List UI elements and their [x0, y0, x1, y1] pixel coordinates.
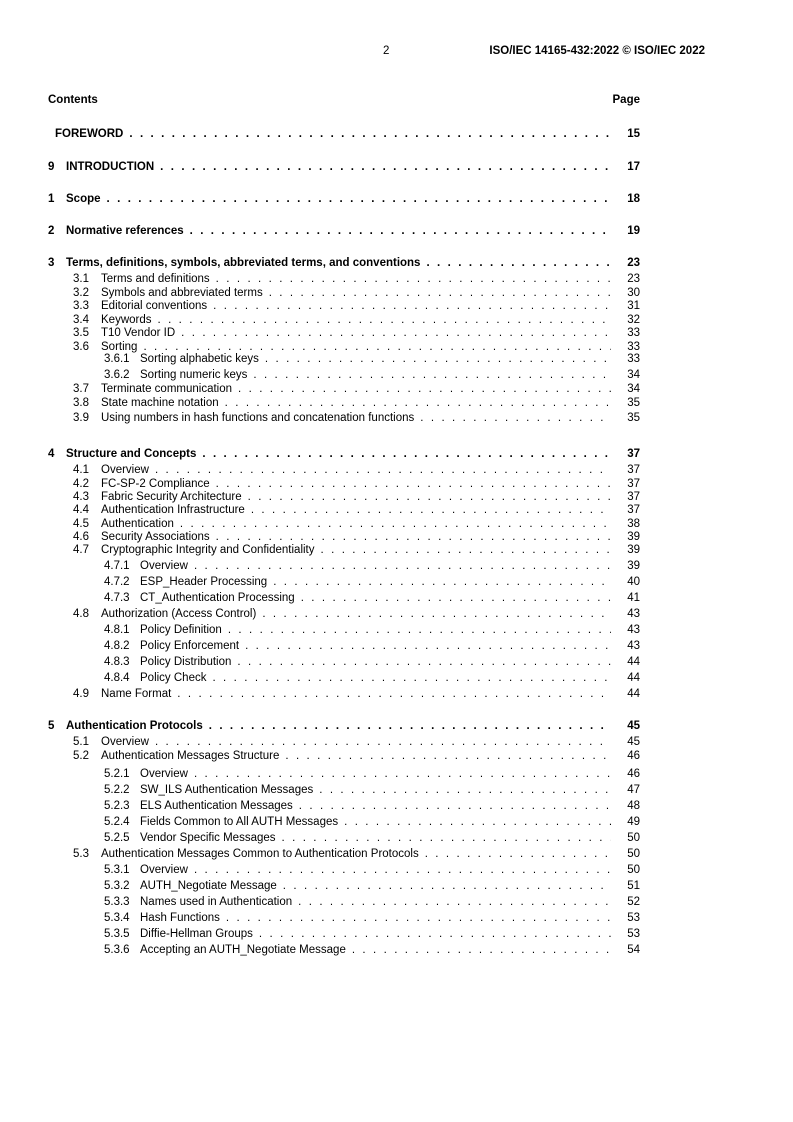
toc-entry-number: 4.5: [73, 518, 89, 530]
toc-entry-leader: [101, 490, 611, 504]
toc-entry-leader: [101, 607, 611, 621]
toc-entry-subclause[interactable]: [0, 368, 640, 382]
toc-entry-page: 54: [627, 944, 640, 956]
toc-entry-page: 51: [627, 880, 640, 892]
toc-entry-page: 39: [627, 544, 640, 556]
toc-entry-page: 37: [627, 464, 640, 476]
toc-entry-page: 45: [627, 720, 640, 732]
toc-entry-subclause[interactable]: [0, 591, 640, 605]
toc-entry-page: 53: [627, 928, 640, 940]
toc-entry-page: 34: [627, 369, 640, 381]
toc-entry-title: CT_Authentication Processing: [140, 592, 295, 604]
toc-entry-leader: [101, 313, 611, 327]
toc-entry-leader: [66, 256, 611, 270]
toc-entry-page: 35: [627, 412, 640, 424]
toc-entry-subclause[interactable]: [0, 815, 640, 829]
toc-entry-title: Overview: [140, 768, 188, 780]
toc-entry-leader: [101, 477, 611, 491]
toc-entry-page: 23: [627, 273, 640, 285]
toc-entry-subclause[interactable]: [0, 879, 640, 893]
dot-leader: [216, 272, 611, 286]
toc-entry-number: 4.1: [73, 464, 89, 476]
toc-entry-leader: [140, 895, 611, 909]
toc-entry-subclause[interactable]: [0, 799, 640, 813]
toc-entry-clause[interactable]: [0, 192, 640, 206]
dot-leader: [352, 943, 611, 957]
toc-entry-title: Fields Common to All AUTH Messages: [140, 816, 339, 828]
toc-entry-page: 44: [627, 672, 640, 684]
toc-entry-page: 49: [627, 816, 640, 828]
toc-entry-subclause[interactable]: [0, 543, 640, 557]
toc-entry-page: 23: [627, 257, 640, 269]
dot-leader: [248, 490, 611, 504]
toc-entry-number: 4.8.2: [104, 640, 130, 652]
toc-entry-subclause[interactable]: [0, 575, 640, 589]
dot-leader: [190, 224, 611, 238]
toc-entry-title: Name Format: [101, 688, 172, 700]
toc-entry-page: 43: [627, 608, 640, 620]
dot-leader: [177, 687, 611, 701]
toc-entry-page: 35: [627, 397, 640, 409]
dot-leader: [228, 623, 611, 637]
toc-entry-title: Terminate communication: [101, 383, 233, 395]
toc-entry-title: Cryptographic Integrity and Confidentiality: [101, 544, 315, 556]
toc-entry-page: 18: [627, 193, 640, 205]
toc-entry-title: Editorial conventions: [101, 300, 208, 312]
dot-leader: [238, 382, 611, 396]
toc-entry-leader: [101, 326, 611, 340]
toc-entry-leader: [101, 530, 611, 544]
toc-entry-number: 4.7: [73, 544, 89, 556]
toc-entry-leader: [66, 192, 611, 206]
toc-entry-number: 5.2.3: [104, 800, 130, 812]
toc-entry-number: 5.3.2: [104, 880, 130, 892]
dot-leader: [160, 160, 611, 174]
toc-entry-number: 5.2: [73, 750, 89, 762]
toc-entry-page: 50: [627, 848, 640, 860]
toc-entry-number: 5.2.4: [104, 816, 130, 828]
toc-entry-page: 44: [627, 656, 640, 668]
toc-entry-subclause[interactable]: [0, 490, 640, 504]
dot-leader: [202, 447, 611, 461]
toc-entry-number: 4: [48, 448, 55, 460]
toc-entry-number: 5.3.3: [104, 896, 130, 908]
toc-entry-title: Policy Definition: [140, 624, 222, 636]
toc-entry-page: 30: [627, 287, 640, 299]
toc-entry-subclause[interactable]: [0, 530, 640, 544]
toc-entry-title: Policy Enforcement: [140, 640, 240, 652]
toc-entry-number: 3: [48, 257, 55, 269]
toc-entry-subclause[interactable]: [0, 943, 640, 957]
toc-entry-page: 39: [627, 531, 640, 543]
toc-entry-number: 3.1: [73, 273, 89, 285]
toc-entry-page: 48: [627, 800, 640, 812]
dot-leader: [285, 749, 611, 763]
toc-entry-leader: [140, 831, 611, 845]
toc-entry-leader: [101, 382, 611, 396]
dot-leader: [155, 463, 611, 477]
toc-entry-leader: [101, 517, 611, 531]
dot-leader: [181, 326, 611, 340]
dot-leader: [245, 639, 611, 653]
toc-entry-clause[interactable]: [0, 256, 640, 270]
toc-entry-title: Authentication Messages Structure: [101, 750, 280, 762]
dot-leader: [282, 831, 611, 845]
toc-entry-leader: [140, 559, 611, 573]
toc-entry-number: 3.7: [73, 383, 89, 395]
dot-leader: [225, 396, 611, 410]
toc-entry-number: 5.1: [73, 736, 89, 748]
toc-entry-title: Diffie-Hellman Groups: [140, 928, 253, 940]
toc-entry-subclause[interactable]: [0, 607, 640, 621]
toc-entry-title: Overview: [140, 560, 188, 572]
toc-entry-number: 4.7.1: [104, 560, 130, 572]
toc-entry-page: 38: [627, 518, 640, 530]
toc-entry-title: Terms and definitions: [101, 273, 210, 285]
toc-entry-subclause[interactable]: [0, 286, 640, 300]
toc-entry-title: Sorting alphabetic keys: [140, 353, 259, 365]
toc-entry-leader: [101, 463, 611, 477]
toc-entry-page: 53: [627, 912, 640, 924]
toc-entry-page: 19: [627, 225, 640, 237]
toc-entry-leader: [140, 591, 611, 605]
toc-entry-title: ELS Authentication Messages: [140, 800, 293, 812]
toc-entry-leader: [140, 927, 611, 941]
toc-entry-leader: [140, 575, 611, 589]
toc-entry-number: 4.9: [73, 688, 89, 700]
toc-entry-title: Authentication Protocols: [66, 720, 203, 732]
toc-entry-subclause[interactable]: [0, 655, 640, 669]
toc-entry-subclause[interactable]: [0, 272, 640, 286]
dot-leader: [269, 286, 611, 300]
toc-entry-leader: [66, 224, 611, 238]
toc-entry-title: T10 Vendor ID: [101, 327, 176, 339]
toc-entry-page: 43: [627, 640, 640, 652]
dot-leader: [209, 719, 611, 733]
toc-entry-title: Scope: [66, 193, 101, 205]
dot-leader: [237, 655, 611, 669]
dot-leader: [420, 411, 611, 425]
toc-entry-subclause[interactable]: [0, 749, 640, 763]
toc-entry-title: INTRODUCTION: [66, 161, 155, 173]
toc-entry-subclause[interactable]: [0, 687, 640, 701]
toc-entry-title: Keywords: [101, 314, 152, 326]
toc-entry-title: Authorization (Access Control): [101, 608, 257, 620]
toc-entry-leader: [140, 352, 611, 366]
toc-entry-leader: [140, 943, 611, 957]
toc-entry-page: 39: [627, 560, 640, 572]
toc-entry-clause[interactable]: [0, 127, 640, 141]
toc-entry-leader: [101, 735, 611, 749]
toc-entry-leader: [140, 368, 611, 382]
toc-entry-number: 9: [48, 161, 55, 173]
toc-entry-page: 33: [627, 353, 640, 365]
toc-entry-leader: [101, 272, 611, 286]
toc-entry-number: 4.3: [73, 491, 89, 503]
dot-leader: [107, 192, 611, 206]
toc-entry-number: 5.2.2: [104, 784, 130, 796]
toc-entry-number: 4.4: [73, 504, 89, 516]
toc-entry-number: 3.6.1: [104, 353, 130, 365]
toc-entry-subclause[interactable]: [0, 503, 640, 517]
toc-entry-title: Sorting: [101, 341, 138, 353]
toc-entry-title: Authentication Messages Common to Authentication Protocols: [101, 848, 419, 860]
toc-entry-number: 2: [48, 225, 55, 237]
toc-entry-title: SW_ILS Authentication Messages: [140, 784, 314, 796]
toc-entry-title: Normative references: [66, 225, 184, 237]
toc-entry-title: Security Associations: [101, 531, 210, 543]
dot-leader: [226, 911, 611, 925]
toc-entry-title: Hash Functions: [140, 912, 220, 924]
contents-title: Contents: [48, 94, 98, 106]
toc-entry-title: Fabric Security Architecture: [101, 491, 242, 503]
toc-entry-clause[interactable]: [0, 224, 640, 238]
toc-entry-subclause[interactable]: [0, 863, 640, 877]
toc-entry-number: 4.6: [73, 531, 89, 543]
toc-entry-leader: [140, 623, 611, 637]
toc-entry-title: FOREWORD: [55, 128, 124, 140]
dot-leader: [319, 783, 611, 797]
toc-entry-subclause[interactable]: [0, 352, 640, 366]
toc-entry-page: 44: [627, 688, 640, 700]
toc-entry-leader: [140, 783, 611, 797]
dot-leader: [301, 591, 611, 605]
dot-leader: [158, 313, 612, 327]
toc-entry-title: Sorting numeric keys: [140, 369, 248, 381]
dot-leader: [194, 863, 611, 877]
toc-entry-title: Structure and Concepts: [66, 448, 197, 460]
toc-entry-title: Using numbers in hash functions and concatenation functions: [101, 412, 415, 424]
toc-entry-subclause[interactable]: [0, 623, 640, 637]
toc-entry-subclause[interactable]: [0, 326, 640, 340]
dot-leader: [262, 607, 611, 621]
toc-entry-leader: [140, 879, 611, 893]
toc-entry-title: Vendor Specific Messages: [140, 832, 276, 844]
toc-entry-subclause[interactable]: [0, 735, 640, 749]
toc-entry-title: Authentication Infrastructure: [101, 504, 245, 516]
toc-entry-title: FC-SP-2 Compliance: [101, 478, 210, 490]
toc-entry-number: 3.3: [73, 300, 89, 312]
toc-entry-page: 40: [627, 576, 640, 588]
toc-entry-page: 37: [627, 504, 640, 516]
toc-entry-subclause[interactable]: [0, 847, 640, 861]
toc-entry-subclause[interactable]: [0, 313, 640, 327]
toc-entry-clause[interactable]: [0, 719, 640, 733]
toc-entry-subclause[interactable]: [0, 299, 640, 313]
toc-entry-page: 15: [627, 128, 640, 140]
toc-entry-title: AUTH_Negotiate Message: [140, 880, 277, 892]
toc-entry-page: 43: [627, 624, 640, 636]
toc-entry-title: Symbols and abbreviated terms: [101, 287, 263, 299]
toc-entry-title: Overview: [101, 464, 149, 476]
toc-entry-leader: [101, 503, 611, 517]
toc-entry-number: 4.8.3: [104, 656, 130, 668]
toc-entry-title: State machine notation: [101, 397, 219, 409]
dot-leader: [212, 671, 611, 685]
dot-leader: [283, 879, 611, 893]
toc-entry-number: 3.6.2: [104, 369, 130, 381]
toc-entry-title: Overview: [101, 736, 149, 748]
toc-entry-leader: [66, 447, 611, 461]
toc-entry-page: 50: [627, 864, 640, 876]
toc-entry-subclause[interactable]: [0, 382, 640, 396]
toc-entry-leader: [140, 911, 611, 925]
toc-entry-leader: [55, 127, 611, 141]
toc-entry-subclause[interactable]: [0, 517, 640, 531]
toc-entry-leader: [101, 396, 611, 410]
toc-entry-title: Policy Check: [140, 672, 207, 684]
dot-leader: [299, 799, 611, 813]
toc-entry-page: 45: [627, 736, 640, 748]
toc-entry-page: 34: [627, 383, 640, 395]
toc-entry-leader: [140, 799, 611, 813]
toc-entry-page: 50: [627, 832, 640, 844]
toc-entry-leader: [140, 671, 611, 685]
toc-entry-page: 47: [627, 784, 640, 796]
dot-leader: [259, 927, 611, 941]
dot-leader: [129, 127, 611, 141]
toc-entry-page: 31: [627, 300, 640, 312]
toc-entry-subclause[interactable]: [0, 671, 640, 685]
toc-entry-number: 3.9: [73, 412, 89, 424]
toc-entry-number: 5.2.5: [104, 832, 130, 844]
dot-leader: [265, 352, 611, 366]
toc-entry-leader: [66, 719, 611, 733]
toc-entry-page: 37: [627, 478, 640, 490]
toc-entry-page: 41: [627, 592, 640, 604]
dot-leader: [253, 368, 611, 382]
dot-leader: [273, 575, 611, 589]
toc-entry-leader: [140, 655, 611, 669]
toc-entry-title: ESP_Header Processing: [140, 576, 268, 588]
toc-entry-subclause[interactable]: [0, 895, 640, 909]
toc-entry-leader: [140, 639, 611, 653]
toc-entry-number: 4.8.4: [104, 672, 130, 684]
toc-entry-leader: [101, 411, 611, 425]
toc-entry-subclause[interactable]: [0, 411, 640, 425]
dot-leader: [344, 815, 611, 829]
toc-entry-page: 32: [627, 314, 640, 326]
dot-leader: [251, 503, 611, 517]
toc-entry-page: 37: [627, 491, 640, 503]
toc-entry-title: Authentication: [101, 518, 174, 530]
document-identifier: ISO/IEC 14165-432:2022 © ISO/IEC 2022: [489, 45, 705, 57]
dot-leader: [426, 256, 611, 270]
toc-entry-subclause[interactable]: [0, 477, 640, 491]
toc-entry-title: Accepting an AUTH_Negotiate Message: [140, 944, 346, 956]
toc-entry-number: 5.3.1: [104, 864, 130, 876]
dot-leader: [216, 477, 611, 491]
toc-entry-number: 4.8: [73, 608, 89, 620]
toc-entry-title: Terms, definitions, symbols, abbreviated terms, and conventions: [66, 257, 421, 269]
toc-entry-number: 3.8: [73, 397, 89, 409]
toc-entry-page: 17: [627, 161, 640, 173]
toc-entry-number: 3.4: [73, 314, 89, 326]
toc-entry-leader: [66, 160, 611, 174]
toc-entry-page: 33: [627, 327, 640, 339]
toc-entry-number: 3.6: [73, 341, 89, 353]
toc-entry-subclause[interactable]: [0, 463, 640, 477]
toc-entry-subclause[interactable]: [0, 831, 640, 845]
toc-entry-leader: [101, 543, 611, 557]
dot-leader: [213, 299, 611, 313]
toc-entry-number: 4.2: [73, 478, 89, 490]
toc-entry-leader: [140, 815, 611, 829]
toc-entry-subclause[interactable]: [0, 396, 640, 410]
toc-entry-clause[interactable]: [0, 160, 640, 174]
page-column-label: Page: [612, 94, 640, 106]
toc-entry-subclause[interactable]: [0, 639, 640, 653]
dot-leader: [194, 559, 611, 573]
toc-entry-page: 46: [627, 768, 640, 780]
toc-entry-number: 1: [48, 193, 55, 205]
toc-entry-subclause[interactable]: [0, 927, 640, 941]
dot-leader: [180, 517, 611, 531]
toc-entry-leader: [101, 687, 611, 701]
toc-entry-number: 5.3.6: [104, 944, 130, 956]
dot-leader: [321, 543, 611, 557]
toc-entry-number: 4.7.2: [104, 576, 130, 588]
toc-entry-number: 5.3: [73, 848, 89, 860]
toc-entry-number: 5: [48, 720, 55, 732]
toc-entry-number: 5.2.1: [104, 768, 130, 780]
dot-leader: [194, 767, 611, 781]
page-number: 2: [383, 45, 390, 57]
toc-entry-title: Names used in Authentication: [140, 896, 293, 908]
toc-entry-number: 3.2: [73, 287, 89, 299]
toc-entry-subclause[interactable]: [0, 559, 640, 573]
toc-entry-leader: [101, 299, 611, 313]
dot-leader: [298, 895, 611, 909]
toc-entry-leader: [140, 767, 611, 781]
toc-entry-number: 4.8.1: [104, 624, 130, 636]
toc-entry-number: 5.3.4: [104, 912, 130, 924]
toc-entry-subclause[interactable]: [0, 911, 640, 925]
toc-entry-page: 37: [627, 448, 640, 460]
dot-leader: [425, 847, 611, 861]
dot-leader: [155, 735, 611, 749]
toc-entry-number: 3.5: [73, 327, 89, 339]
toc-entry-clause[interactable]: [0, 447, 640, 461]
toc-entry-leader: [101, 847, 611, 861]
toc-entry-title: Overview: [140, 864, 188, 876]
toc-entry-page: 33: [627, 341, 640, 353]
toc-entry-title: Policy Distribution: [140, 656, 232, 668]
toc-entry-leader: [101, 286, 611, 300]
toc-entry-leader: [140, 863, 611, 877]
toc-entry-leader: [101, 749, 611, 763]
toc-entry-number: 5.3.5: [104, 928, 130, 940]
toc-entry-subclause[interactable]: [0, 783, 640, 797]
toc-entry-subclause[interactable]: [0, 767, 640, 781]
toc-entry-number: 4.7.3: [104, 592, 130, 604]
dot-leader: [216, 530, 611, 544]
toc-entry-page: 52: [627, 896, 640, 908]
toc-entry-page: 46: [627, 750, 640, 762]
